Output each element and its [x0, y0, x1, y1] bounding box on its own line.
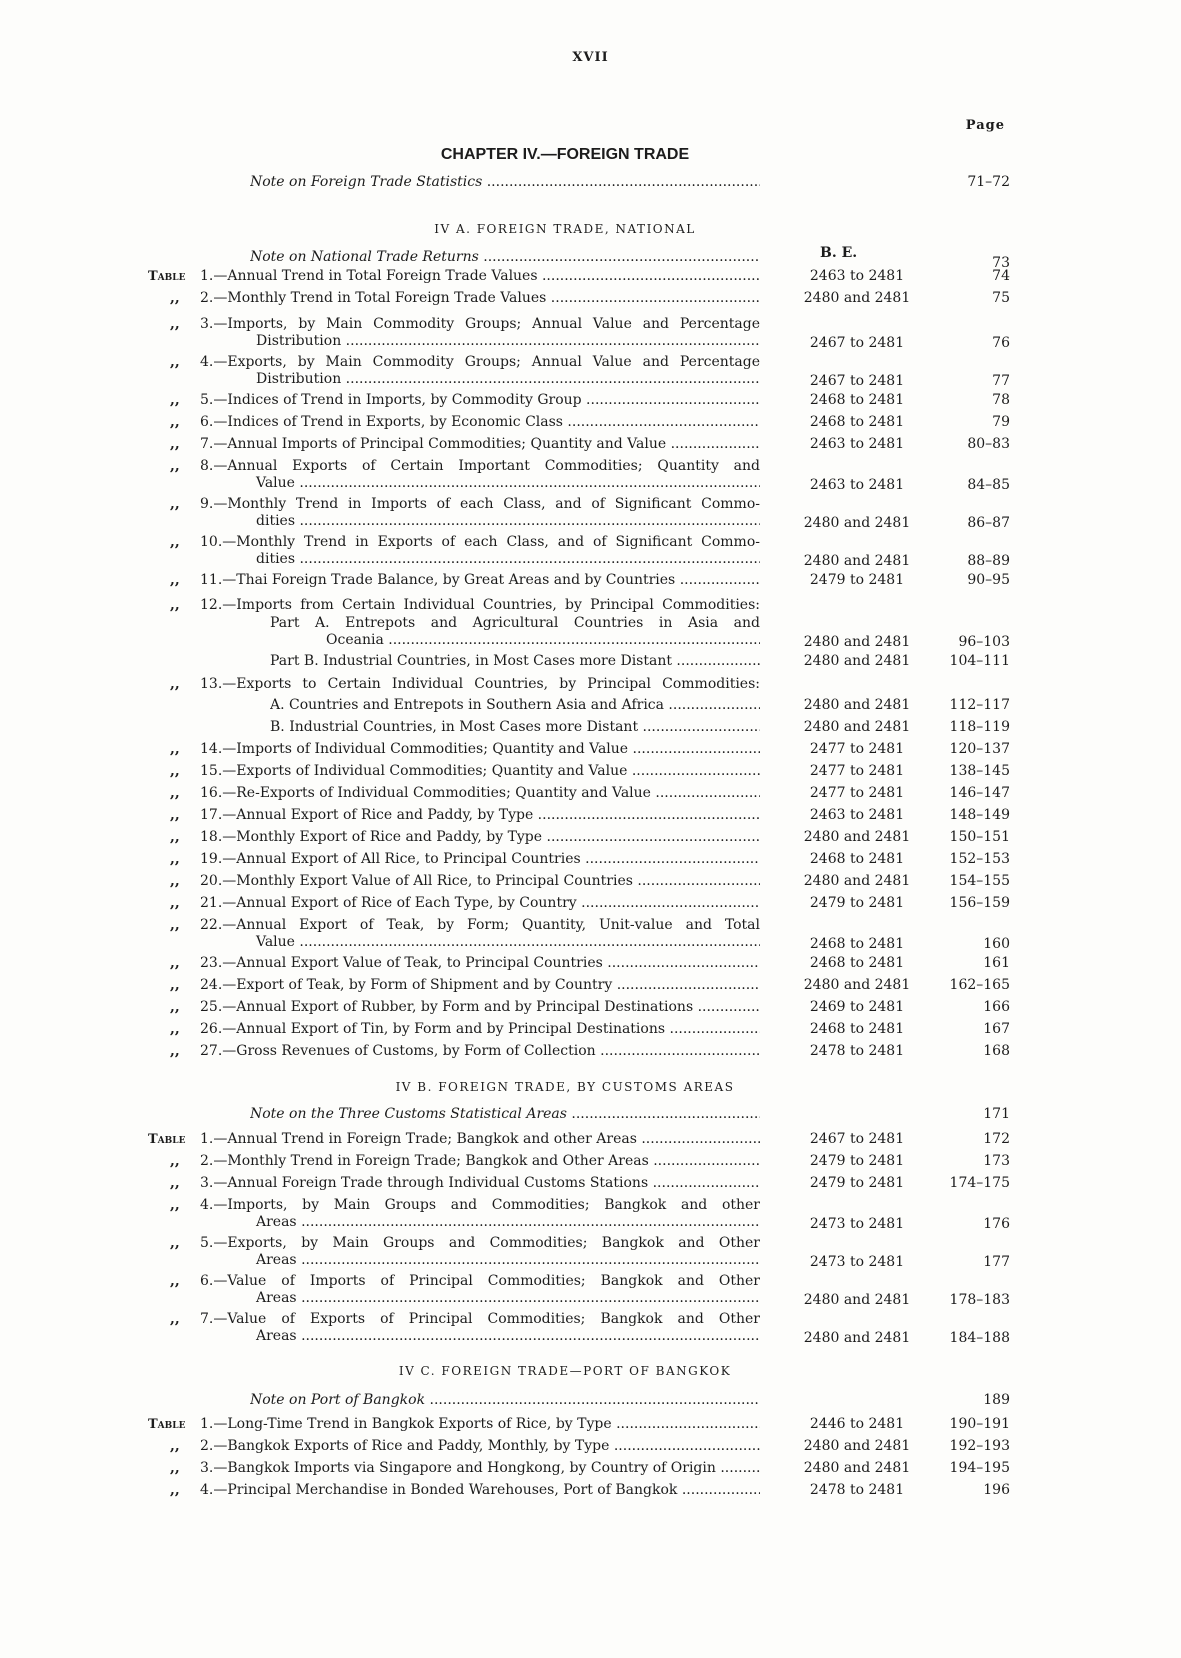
- year-range: 2477 to 2481: [809, 763, 905, 779]
- ditto-mark: ,,: [170, 414, 180, 430]
- page-reference: 154–155: [949, 873, 1010, 889]
- table-title: [200, 763, 760, 780]
- page-reference: 194–195: [949, 1460, 1010, 1476]
- year-range: 2477 to 2481: [809, 741, 905, 757]
- ditto-mark: ,,: [170, 354, 180, 370]
- table-title-line: 5.—Exports, by Main Groups and Commodities; Bangkok and Other: [200, 1235, 760, 1251]
- year-range: 2468 to 2481: [809, 1021, 905, 1037]
- year-range: 2480 and 2481: [803, 634, 911, 650]
- ditto-mark: ,,: [170, 999, 180, 1015]
- table-title-line: 21.—Annual Export of Rice of Each Type, by Country .....: [200, 895, 760, 912]
- table-title: [200, 496, 760, 530]
- table-title: [200, 268, 760, 285]
- table-title-line: Part A. Entrepots and Agricultural Countries in Asia and: [270, 615, 760, 631]
- page-reference: 196: [983, 1482, 1010, 1498]
- year-range: 2480 and 2481: [803, 290, 911, 306]
- ditto-mark: ,,: [170, 977, 180, 993]
- table-title: [200, 829, 760, 846]
- table-label: Table: [148, 1132, 186, 1147]
- table-title: [200, 316, 760, 350]
- table-title: [200, 977, 760, 994]
- page-reference: 112–117: [949, 697, 1010, 713]
- page-reference: 192–193: [949, 1438, 1010, 1454]
- ditto-mark: ,,: [170, 676, 180, 692]
- ditto-mark: ,,: [170, 873, 180, 889]
- year-range: 2480 and 2481: [803, 1330, 911, 1346]
- ditto-mark: ,,: [170, 955, 180, 971]
- page-reference: 178–183: [949, 1292, 1010, 1308]
- table-title-line: 7.—Annual Imports of Principal Commodities; Quantity and Value .....: [200, 436, 760, 453]
- table-title-line: 12.—Imports from Certain Individual Countries, by Principal Commodities:: [200, 597, 760, 613]
- page-reference: 156–159: [949, 895, 1010, 911]
- table-title-continuation: Distribution .....: [200, 333, 760, 350]
- table-title-line: 3.—Bangkok Imports via Singapore and Hongkong, by Country of Origin .....: [200, 1460, 760, 1477]
- table-title-line: 22.—Annual Export of Teak, by Form; Quantity, Unit-value and Total: [200, 917, 760, 933]
- table-title-line: 2.—Bangkok Exports of Rice and Paddy, Monthly, by Type .....: [200, 1438, 760, 1455]
- ditto-mark: ,,: [170, 1482, 180, 1498]
- ditto-mark: ,,: [170, 597, 180, 613]
- ditto-mark: ,,: [170, 392, 180, 408]
- year-range: 2473 to 2481: [809, 1254, 905, 1270]
- table-title: [200, 917, 760, 951]
- year-range: 2480 and 2481: [803, 697, 911, 713]
- table-title-line: 16.—Re-Exports of Individual Commodities; Quantity and Value .....: [200, 785, 760, 802]
- table-title-line: 23.—Annual Export Value of Teak, to Principal Countries .....: [200, 955, 760, 972]
- page-reference: 176: [983, 1216, 1010, 1232]
- table-title-line: 2.—Monthly Trend in Foreign Trade; Bangkok and Other Areas .....: [200, 1153, 760, 1170]
- table-title-line: 7.—Value of Exports of Principal Commodities; Bangkok and Other: [200, 1311, 760, 1327]
- page-reference: 120–137: [949, 741, 1010, 757]
- table-title-line: 25.—Annual Export of Rubber, by Form and by Principal Destinations .....: [200, 999, 760, 1016]
- table-title: [200, 1175, 760, 1192]
- table-title-continuation: Areas .....: [200, 1214, 760, 1231]
- table-title: [270, 697, 760, 714]
- table-title: [200, 676, 760, 693]
- table-title-line: 3.—Annual Foreign Trade through Individual Customs Stations .....: [200, 1175, 760, 1192]
- table-title-line: 8.—Annual Exports of Certain Important Commodities; Quantity and: [200, 458, 760, 474]
- table-title-line: 13.—Exports to Certain Individual Countries, by Principal Commodities:: [200, 676, 760, 692]
- section-c-note-page: 189: [983, 1392, 1010, 1408]
- table-title-line: 24.—Export of Teak, by Form of Shipment and by Country .....: [200, 977, 760, 994]
- ditto-mark: ,,: [170, 1043, 180, 1059]
- year-range: 2478 to 2481: [809, 1043, 905, 1059]
- page-reference: 160: [983, 936, 1010, 952]
- table-title: [200, 534, 760, 568]
- year-range: 2480 and 2481: [803, 1292, 911, 1308]
- table-title: [270, 653, 760, 670]
- ditto-mark: ,,: [170, 1460, 180, 1476]
- table-title-continuation: Areas .....: [200, 1290, 760, 1307]
- table-title-line: 10.—Monthly Trend in Exports of each Class, and of Significant Commo-: [200, 534, 760, 550]
- ditto-mark: ,,: [170, 741, 180, 757]
- table-label: Table: [148, 1417, 186, 1432]
- table-title: [200, 785, 760, 802]
- page-reference: 177: [983, 1254, 1010, 1270]
- page-reference: 138–145: [949, 763, 1010, 779]
- table-title: [200, 999, 760, 1016]
- chapter-title: CHAPTER IV.—FOREIGN TRADE: [440, 146, 690, 163]
- table-title-line: 6.—Indices of Trend in Exports, by Economic Class .....: [200, 414, 760, 431]
- table-title: [200, 1482, 760, 1499]
- ditto-mark: ,,: [170, 1235, 180, 1251]
- year-range: 2480 and 2481: [803, 1460, 911, 1476]
- page-reference: 172: [983, 1131, 1010, 1147]
- table-title: [200, 290, 760, 307]
- table-title: [200, 354, 760, 388]
- ditto-mark: ,,: [170, 290, 180, 306]
- ditto-mark: ,,: [170, 1021, 180, 1037]
- section-a-note-page: 73: [992, 255, 1010, 271]
- ditto-mark: ,,: [170, 1438, 180, 1454]
- table-title: [200, 1043, 760, 1060]
- page-reference: 84–85: [967, 477, 1010, 493]
- year-range: 2468 to 2481: [809, 955, 905, 971]
- year-range: 2479 to 2481: [809, 572, 905, 588]
- table-title-continuation: Areas .....: [200, 1252, 760, 1269]
- page-reference: 168: [983, 1043, 1010, 1059]
- table-title: [200, 1273, 760, 1307]
- year-range: 2463 to 2481: [809, 436, 905, 452]
- table-title: [200, 1438, 760, 1455]
- table-title: [200, 392, 760, 409]
- table-title: [200, 1153, 760, 1170]
- page-reference: 77: [992, 373, 1010, 389]
- year-range: 2480 and 2481: [803, 515, 911, 531]
- table-label: Table: [148, 269, 186, 284]
- table-title-line: 3.—Imports, by Main Commodity Groups; Annual Value and Percentage: [200, 316, 760, 332]
- year-range: 2467 to 2481: [809, 1131, 905, 1147]
- page-reference: 96–103: [958, 634, 1010, 650]
- section-b-note-page: 171: [983, 1106, 1010, 1122]
- table-title-continuation: Value .....: [200, 475, 760, 492]
- year-range: 2463 to 2481: [809, 268, 905, 284]
- ditto-mark: ,,: [170, 763, 180, 779]
- be-column-header: B. E.: [820, 245, 858, 261]
- page-reference: 166: [983, 999, 1010, 1015]
- table-title: [270, 615, 760, 649]
- ditto-mark: ,,: [170, 572, 180, 588]
- table-title: [200, 741, 760, 758]
- page-reference: 118–119: [949, 719, 1010, 735]
- year-range: 2480 and 2481: [803, 829, 911, 845]
- year-range: 2479 to 2481: [809, 1175, 905, 1191]
- year-range: 2469 to 2481: [809, 999, 905, 1015]
- table-title-line: 4.—Principal Merchandise in Bonded Warehouses, Port of Bangkok .....: [200, 1482, 760, 1499]
- ditto-mark: ,,: [170, 917, 180, 933]
- ditto-mark: ,,: [170, 785, 180, 801]
- table-title: [200, 458, 760, 492]
- year-range: 2478 to 2481: [809, 1482, 905, 1498]
- page-reference: 80–83: [967, 436, 1010, 452]
- year-range: 2467 to 2481: [809, 373, 905, 389]
- table-title-line: 4.—Exports, by Main Commodity Groups; Annual Value and Percentage: [200, 354, 760, 370]
- page-reference: 86–87: [967, 515, 1010, 531]
- section-b-note-text: Note on the Three Customs Statistical Areas .....: [250, 1106, 760, 1123]
- table-title: [200, 873, 760, 890]
- year-range: 2480 and 2481: [803, 719, 911, 735]
- section-c-title: IV C. FOREIGN TRADE—PORT OF BANGKOK: [398, 1364, 732, 1378]
- ditto-mark: ,,: [170, 1273, 180, 1289]
- page-reference: 150–151: [949, 829, 1010, 845]
- table-title-line: 18.—Monthly Export of Rice and Paddy, by Type .....: [200, 829, 760, 846]
- year-range: 2463 to 2481: [809, 477, 905, 493]
- year-range: 2468 to 2481: [809, 936, 905, 952]
- page-reference: 74: [992, 268, 1010, 284]
- year-range: 2468 to 2481: [809, 414, 905, 430]
- ditto-mark: ,,: [170, 436, 180, 452]
- table-title: [200, 1021, 760, 1038]
- year-range: 2467 to 2481: [809, 335, 905, 351]
- page-reference: 190–191: [949, 1416, 1010, 1432]
- chapter-note-page: 71–72: [967, 174, 1010, 190]
- table-title-continuation: Oceania .....: [270, 632, 760, 649]
- table-title: [200, 1311, 760, 1345]
- ditto-mark: ,,: [170, 829, 180, 845]
- table-title: [200, 1235, 760, 1269]
- table-title: [200, 1131, 760, 1148]
- page-reference: 161: [983, 955, 1010, 971]
- page-reference: 173: [983, 1153, 1010, 1169]
- ditto-mark: ,,: [170, 1153, 180, 1169]
- section-a-note-text: Note on National Trade Returns .....: [250, 249, 760, 266]
- page-reference: 174–175: [949, 1175, 1010, 1191]
- table-title-line: A. Countries and Entrepots in Southern Asia and Africa .....: [270, 697, 760, 714]
- section-b-title: IV B. FOREIGN TRADE, BY CUSTOMS AREAS: [395, 1080, 735, 1094]
- page-reference: 88–89: [967, 553, 1010, 569]
- table-title: [200, 597, 760, 614]
- page-reference: 79: [992, 414, 1010, 430]
- table-title: [200, 895, 760, 912]
- table-title-line: 1.—Annual Trend in Foreign Trade; Bangkok and other Areas .....: [200, 1131, 760, 1148]
- table-title-line: 17.—Annual Export of Rice and Paddy, by Type .....: [200, 807, 760, 824]
- table-title-continuation: dities .....: [200, 551, 760, 568]
- table-title-line: Part B. Industrial Countries, in Most Cases more Distant .....: [270, 653, 760, 670]
- table-title-line: 19.—Annual Export of All Rice, to Principal Countries .....: [200, 851, 760, 868]
- section-c-note-text: Note on Port of Bangkok .....: [250, 1392, 760, 1409]
- table-title-continuation: dities .....: [200, 513, 760, 530]
- ditto-mark: ,,: [170, 1197, 180, 1213]
- table-title-continuation: Distribution .....: [200, 371, 760, 388]
- ditto-mark: ,,: [170, 534, 180, 550]
- year-range: 2480 and 2481: [803, 553, 911, 569]
- table-title: [200, 572, 760, 589]
- ditto-mark: ,,: [170, 496, 180, 512]
- ditto-mark: ,,: [170, 895, 180, 911]
- table-title: [200, 414, 760, 431]
- page-reference: 152–153: [949, 851, 1010, 867]
- page-reference: 184–188: [949, 1330, 1010, 1346]
- table-title: [200, 1197, 760, 1231]
- ditto-mark: ,,: [170, 851, 180, 867]
- page-reference: 167: [983, 1021, 1010, 1037]
- page-reference: 162–165: [949, 977, 1010, 993]
- year-range: 2480 and 2481: [803, 653, 911, 669]
- year-range: 2477 to 2481: [809, 785, 905, 801]
- page-reference: 76: [992, 335, 1010, 351]
- year-range: 2446 to 2481: [809, 1416, 905, 1432]
- table-title-line: 5.—Indices of Trend in Imports, by Commodity Group .....: [200, 392, 760, 409]
- table-title-line: 15.—Exports of Individual Commodities; Quantity and Value .....: [200, 763, 760, 780]
- table-title-line: 20.—Monthly Export Value of All Rice, to Principal Countries .....: [200, 873, 760, 890]
- table-title-line: 26.—Annual Export of Tin, by Form and by Principal Destinations .....: [200, 1021, 760, 1038]
- table-title-line: 6.—Value of Imports of Principal Commodities; Bangkok and Other: [200, 1273, 760, 1289]
- table-title-line: 1.—Annual Trend in Total Foreign Trade Values .....: [200, 268, 760, 285]
- page-reference: 104–111: [949, 653, 1010, 669]
- year-range: 2479 to 2481: [809, 1153, 905, 1169]
- table-title: [200, 851, 760, 868]
- page-reference: 75: [992, 290, 1010, 306]
- page-reference: 148–149: [949, 807, 1010, 823]
- ditto-mark: ,,: [170, 316, 180, 332]
- ditto-mark: ,,: [170, 1175, 180, 1191]
- chapter-note-text: Note on Foreign Trade Statistics .....: [250, 174, 760, 191]
- year-range: 2480 and 2481: [803, 873, 911, 889]
- table-title-line: 2.—Monthly Trend in Total Foreign Trade Values .....: [200, 290, 760, 307]
- table-title: [200, 955, 760, 972]
- table-title: [200, 1416, 760, 1433]
- table-title-line: 11.—Thai Foreign Trade Balance, by Great Areas and by Countries .....: [200, 572, 760, 589]
- year-range: 2479 to 2481: [809, 895, 905, 911]
- table-title: [200, 1460, 760, 1477]
- year-range: 2473 to 2481: [809, 1216, 905, 1232]
- table-title-line: 4.—Imports, by Main Groups and Commodities; Bangkok and other: [200, 1197, 760, 1213]
- table-title-line: B. Industrial Countries, in Most Cases more Distant .....: [270, 719, 760, 736]
- year-range: 2463 to 2481: [809, 807, 905, 823]
- year-range: 2480 and 2481: [803, 977, 911, 993]
- page-column-header: Page: [965, 118, 1005, 133]
- year-range: 2468 to 2481: [809, 392, 905, 408]
- year-range: 2480 and 2481: [803, 1438, 911, 1454]
- section-a-title: IV A. FOREIGN TRADE, NATIONAL: [434, 222, 696, 236]
- ditto-mark: ,,: [170, 807, 180, 823]
- table-title-continuation: Areas .....: [200, 1328, 760, 1345]
- year-range: 2468 to 2481: [809, 851, 905, 867]
- page-reference: 90–95: [967, 572, 1010, 588]
- table-title-continuation: Value .....: [200, 934, 760, 951]
- table-title-line: 1.—Long-Time Trend in Bangkok Exports of Rice, by Type .....: [200, 1416, 760, 1433]
- table-title-line: 9.—Monthly Trend in Imports of each Class, and of Significant Commo-: [200, 496, 760, 512]
- table-title: [200, 807, 760, 824]
- ditto-mark: ,,: [170, 1311, 180, 1327]
- ditto-mark: ,,: [170, 458, 180, 474]
- table-title-line: 27.—Gross Revenues of Customs, by Form of Collection .....: [200, 1043, 760, 1060]
- table-title: [200, 436, 760, 453]
- table-title-line: 14.—Imports of Individual Commodities; Quantity and Value .....: [200, 741, 760, 758]
- page-reference: 78: [992, 392, 1010, 408]
- page-reference: 146–147: [949, 785, 1010, 801]
- page-number: XVII: [572, 50, 609, 65]
- table-title: [270, 719, 760, 736]
